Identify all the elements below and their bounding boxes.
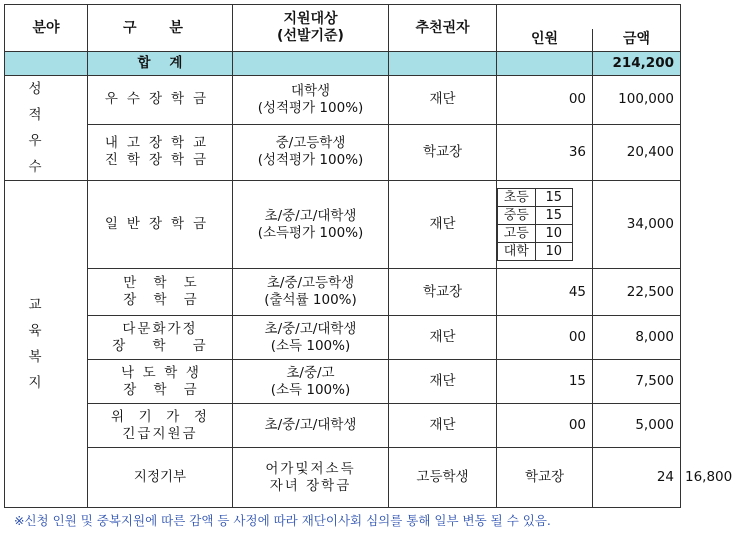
row-criteria: (소득 100%): [270, 381, 351, 398]
row-amount: 5,000: [593, 404, 681, 448]
row-name: 우수장학금: [88, 76, 233, 125]
total-label: 합 계: [88, 52, 233, 76]
breakdown-count: 15: [535, 189, 573, 207]
row-criteria: (소득 100%): [270, 337, 351, 354]
breakdown-level: 중등: [498, 207, 536, 225]
row-target-main: 중/고등학생: [275, 135, 346, 152]
row-count: 00: [497, 404, 593, 448]
scholarship-table: [4, 4, 732, 508]
breakdown-row: [498, 189, 573, 207]
table-row: [5, 269, 681, 316]
row-name: 만 학 도 장 학 금: [88, 269, 233, 316]
row-recommender: 재단: [389, 316, 497, 360]
row-name: 일반장학금: [88, 181, 233, 269]
table-row: [5, 181, 681, 269]
row-name: 낙 도 학 생 장 학 금: [88, 360, 233, 404]
table-row: [5, 404, 681, 448]
breakdown-count: 10: [535, 225, 573, 243]
row-count: 45: [497, 269, 593, 316]
header-division: 구 분: [88, 5, 233, 52]
table-row: [5, 124, 681, 180]
row-recommender: 재단: [389, 404, 497, 448]
breakdown-row: [498, 243, 573, 261]
breakdown-level: 대학: [498, 243, 536, 261]
group-designated: 지정기부: [88, 448, 233, 508]
row-count: 15: [497, 360, 593, 404]
row-recommender: 학교장: [497, 448, 593, 508]
group-academic: 성 적 우 수: [5, 76, 88, 181]
header-amount: 금액: [593, 29, 681, 52]
row-target: [233, 124, 389, 180]
row-amount: 34,000: [593, 181, 681, 269]
row-count: 24: [593, 448, 681, 508]
header-count: 인원: [497, 29, 593, 52]
row-target-main: 초/중/고/대학생: [264, 320, 357, 337]
row-name: 내고장학교 진학장학금: [88, 124, 233, 180]
row-amount: 100,000: [593, 76, 681, 125]
row-amount: 7,500: [593, 360, 681, 404]
row-target-main: 초/중/고: [286, 364, 335, 381]
total-blank-2: [233, 52, 389, 76]
row-name: 다문화가정 장 학 금: [88, 316, 233, 360]
row-recommender: 재단: [389, 360, 497, 404]
header-recommender: 추천권자: [389, 5, 497, 52]
row-recommender: 재단: [389, 76, 497, 125]
row-count: 00: [497, 76, 593, 125]
row-recommender: 학교장: [389, 269, 497, 316]
total-blank-3: [389, 52, 497, 76]
row-count: 00: [497, 316, 593, 360]
row-target: [233, 316, 389, 360]
breakdown-count: 10: [535, 243, 573, 261]
table-row: [5, 360, 681, 404]
total-row: [5, 52, 681, 76]
header-target-sub: (선발기준): [277, 28, 344, 44]
row-name: 위 기 가 정 긴급지원금: [88, 404, 233, 448]
row-criteria: (성적평가 100%): [257, 99, 364, 116]
row-recommender: 재단: [389, 181, 497, 269]
breakdown-table: [497, 188, 573, 261]
row-count: 36: [497, 124, 593, 180]
row-amount: 22,500: [593, 269, 681, 316]
total-blank-4: [497, 52, 593, 76]
row-target: 고등학생: [389, 448, 497, 508]
group-welfare: 교 육 복 지: [5, 181, 88, 508]
row-amount: 8,000: [593, 316, 681, 360]
header-field: 분야: [5, 5, 88, 52]
footnote: ※신청 인원 및 중복지원에 따른 감액 등 사정에 따라 재단이사회 심의를 통해 일부 변동 될 수 있음.: [14, 513, 551, 528]
row-target-main: 초/중/고/대학생: [264, 207, 357, 224]
row-target: [233, 181, 389, 269]
row-amount: 20,400: [593, 124, 681, 180]
row-target-main: 대학생: [290, 82, 331, 99]
row-target: [233, 269, 389, 316]
row-target-main: 초/중/고등학생: [266, 275, 355, 291]
total-blank-1: [5, 52, 88, 76]
table-row: [5, 76, 681, 125]
row-target: 초/중/고/대학생: [233, 404, 389, 448]
row-breakdown: [497, 181, 593, 269]
total-amount: 214,200: [593, 52, 681, 76]
breakdown-level: 초등: [498, 189, 536, 207]
row-recommender: 학교장: [389, 124, 497, 180]
breakdown-level: 고등: [498, 225, 536, 243]
table-row: 지정기부 어가및저소득 자녀 장학금 고등학생 학교장 24 16,800: [5, 448, 681, 508]
row-criteria: (출석률 100%): [264, 292, 357, 308]
header-target: [233, 5, 389, 52]
row-criteria: (성적평가 100%): [257, 152, 364, 169]
row-target: [233, 360, 389, 404]
header-blank: [497, 5, 681, 29]
breakdown-row: [498, 207, 573, 225]
breakdown-count: 15: [535, 207, 573, 225]
table-row: [5, 316, 681, 360]
row-target: [233, 76, 389, 125]
row-name: 어가및저소득 자녀 장학금: [233, 448, 389, 508]
header-target-main: 지원대상: [283, 11, 338, 27]
breakdown-row: [498, 225, 573, 243]
row-criteria: (소득평가 100%): [257, 224, 364, 241]
